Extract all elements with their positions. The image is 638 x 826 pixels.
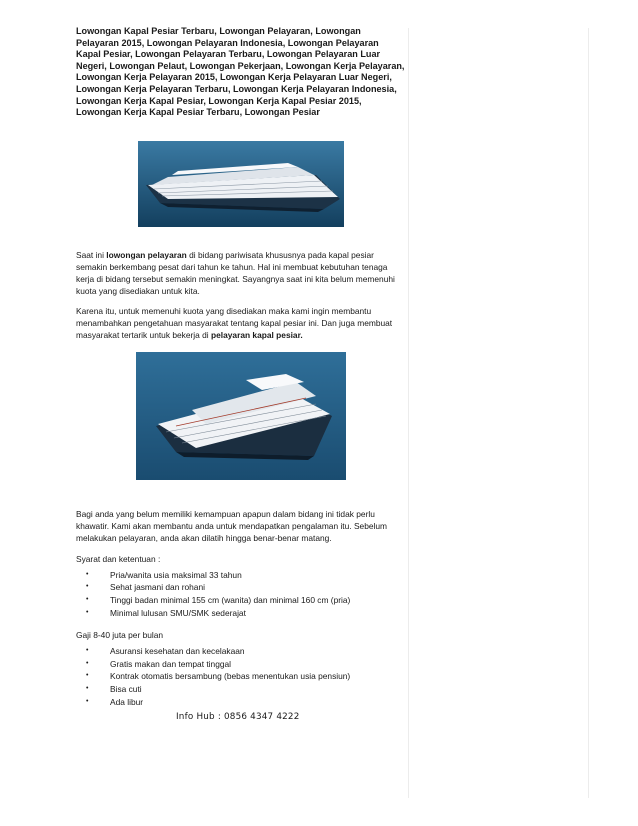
list-item: • Bisa cuti	[76, 683, 406, 696]
cruise-ship-photo-1	[138, 141, 344, 227]
list-item: • Gratis makan dan tempat tinggal	[76, 658, 406, 671]
salary-heading: Gaji 8-40 juta per bulan	[76, 630, 164, 641]
requirements-heading: Syarat dan ketentuan :	[76, 553, 161, 564]
keyword-lowongan-pelayaran: lowongan pelayaran	[106, 249, 187, 260]
requirements-list	[76, 569, 406, 619]
list-item: • Sehat jasmani dan rohani	[76, 581, 406, 594]
list-item: • Minimal lulusan SMU/SMK sederajat	[76, 607, 406, 620]
list-item: • Kontrak otomatis bersambung (bebas menentukan usia pensiun)	[76, 670, 406, 683]
list-item: • Ada libur	[76, 696, 406, 709]
benefits-list	[76, 645, 406, 708]
paragraph-purpose: Karena itu, untuk memenuhi kuota yang disediakan maka kami ingin membantu menambahkan pengetahuan masyarakat tentang kapal pesiar ini. Dan juga membuat masyarakat tertarik untuk bekerja di pelayaran kapal pesiar.	[76, 305, 393, 340]
article-title: Lowongan Kapal Pesiar Terbaru, Lowongan Pelayaran, Lowongan Pelayaran 2015, Lowongan Pelayaran Indonesia, Lowongan Pelayaran Kapal Pesiar, Lowongan Pelayaran Terbaru, Lowongan Pelayaran Luar Negeri, Lowongan Pelaut, Lowongan Pekerjaan, Lowongan Kerja Pelayaran, Lowongan Kerja Pelayaran 2015, Lowongan Kerja Pelayaran Luar Negeri, Lowongan Kerja Pelayaran Terbaru, Lowongan Kerja Pelayaran Indonesia, Lowongan Kerja Kapal Pesiar, Lowongan Kerja Kapal Pesiar 2015, Lowongan Kerja Kapal Pesiar Terbaru, Lowongan Pesiar	[76, 26, 405, 118]
paragraph-intro: Saat ini lowongan pelayaran di bidang pariwisata khususnya pada kapal pesiar semakin berkembang pesat dari tahun ke tahun. Hal ini membuat kebutuhan tenaga kerja di bidang tersebut semakin meningkat. Sayangnya saat ini kita belum memenuhi kuota yang disediakan untuk kita.	[76, 249, 395, 296]
article	[76, 26, 406, 723]
cruise-ship-photo-2	[136, 352, 346, 480]
contact-info: Info Hub : 0856 4347 4222	[176, 712, 300, 723]
list-item: • Tinggi badan minimal 155 cm (wanita) dan minimal 160 cm (pria)	[76, 594, 406, 607]
paragraph-training: Bagi anda yang belum memiliki kemampuan apapun dalam bidang ini tidak perlu khawatir. Kami akan membantu anda untuk mendapatkan pengalaman itu. Sebelum melakukan pelayaran, anda akan dilatih hingga benar-benar matang.	[76, 508, 387, 543]
list-item: • Pria/wanita usia maksimal 33 tahun	[76, 569, 406, 582]
keyword-pelayaran-kapal-pesiar: pelayaran kapal pesiar.	[211, 329, 303, 340]
page-divider-right	[588, 28, 589, 798]
list-item: • Asuransi kesehatan dan kecelakaan	[76, 645, 406, 658]
page-divider-left	[408, 28, 409, 798]
